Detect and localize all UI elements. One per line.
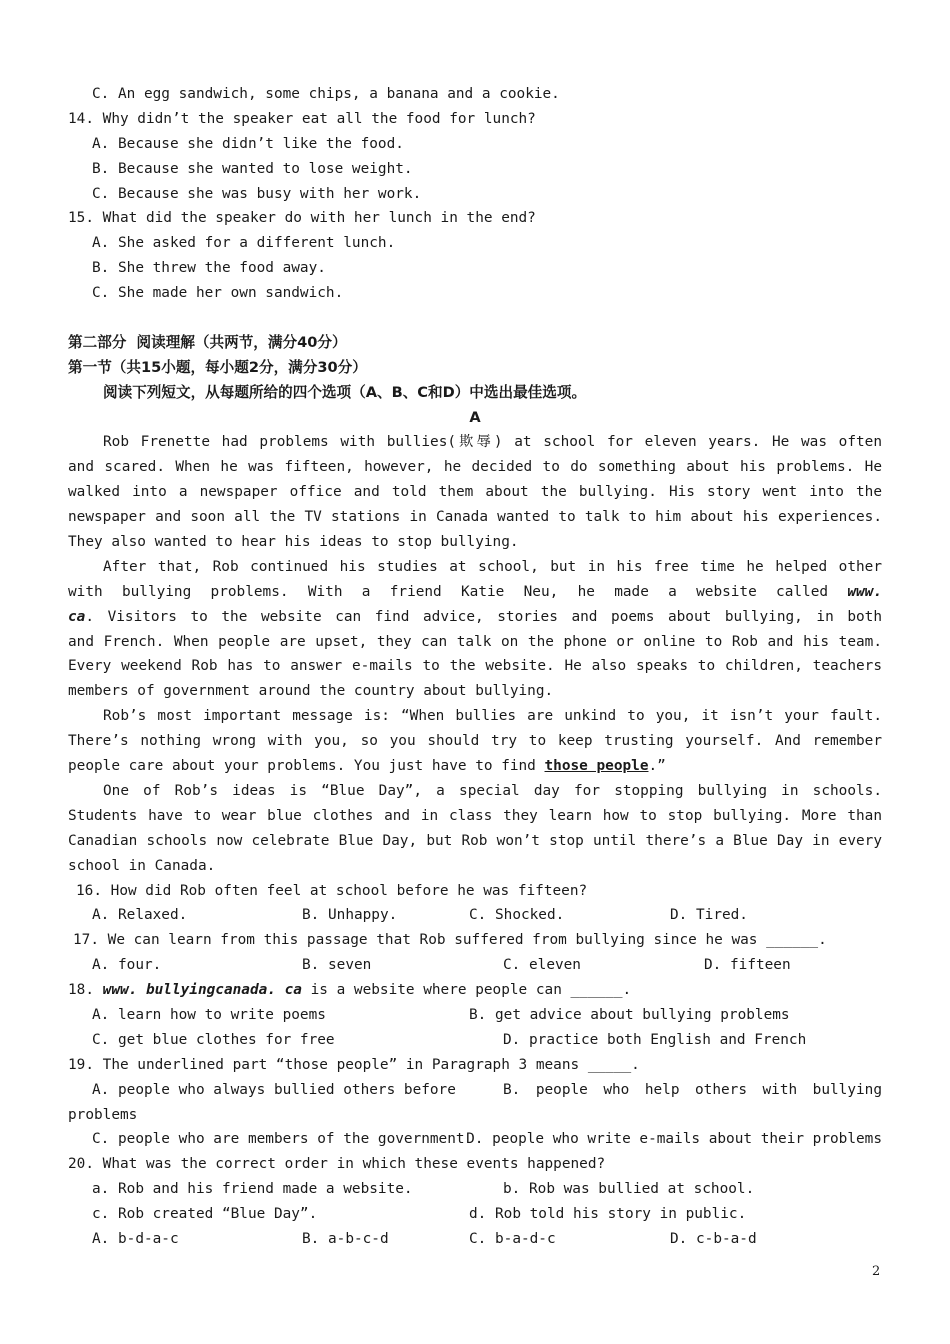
passage-p2-line: After that, Rob continued his studies at school, but in his free time he helped other (103, 558, 882, 575)
q16-options (68, 903, 882, 928)
passage-text: with bullying problems. With a friend Katie Neu, he made a website called (68, 583, 848, 600)
q18-number: 18. (68, 982, 103, 999)
q17-option-c: C. eleven (503, 957, 581, 974)
passage-p2-line: and French. When people are upset, they can talk on the phone or online to Rob and his team. (68, 633, 882, 650)
q20-event-c: c. Rob created “Blue Day”. (92, 1206, 318, 1223)
passage-p4-line: Canadian schools now celebrate Blue Day, but Rob won’t stop until there’s a Blue Day in every (68, 832, 882, 849)
q20-event-a: a. Rob and his friend made a website. (92, 1181, 413, 1198)
q16-stem: 16. How did Rob often feel at school before he was fifteen? (76, 882, 588, 899)
q20-option-d: D. c-b-a-d (670, 1230, 757, 1247)
instruction: 阅读下列短文，从每题所给的四个选项（A、B、C和D）中选出最佳选项。 (103, 383, 587, 401)
passage-p2-line (68, 580, 882, 605)
passage-text: .” (648, 758, 666, 775)
passage-p4-line: One of Rob’s ideas is “Blue Day”, a special day for stopping bullying in schools. (103, 782, 882, 799)
q19-option-c: C. people who are members of the government (92, 1131, 465, 1148)
part-title: 第二部分 阅读理解（共两节，满分40分） (68, 333, 347, 351)
q20-event-b: b. Rob was bullied at school. (503, 1181, 755, 1198)
q16-option-b: B. Unhappy. (302, 907, 398, 924)
subsection-title: 第一节（共15小题，每小题2分，满分30分） (68, 358, 367, 376)
website-address: www. (847, 583, 882, 600)
passage-p4-line: Students have to wear blue clothes and in class they learn how to stop bullying. More than (68, 807, 882, 824)
passage-p2-line (68, 605, 882, 630)
spacer (68, 306, 882, 331)
q20-events-row2 (68, 1202, 882, 1227)
q20-option-c: C. b-a-d-c (469, 1230, 556, 1247)
q15-option-b: B. She threw the food away. (92, 260, 326, 277)
passage-p1-line: newspaper and soon all the TV stations in Canada wanted to talk to him about his experiences. (68, 509, 882, 526)
passage-p2-line: members of government around the country about bullying. (68, 683, 554, 700)
q19-option-b: B. people who help others with bullying (503, 1081, 882, 1098)
q14-stem: 14. Why didn’t the speaker eat all the food for lunch? (68, 110, 536, 127)
passage-text: people care about your problems. You just have to find (68, 758, 545, 775)
q18-stem (68, 978, 882, 1003)
website-address-end: ca (68, 608, 86, 625)
passage-p3-line (68, 754, 882, 779)
q19-option-a: A. people who always bullied others before (92, 1081, 456, 1098)
passage-p1-line: walked into a newspaper office and told them about the bullying. His story went into the (68, 484, 882, 501)
passage-text: . Visitors to the website can find advice, stories and poems about bullying, in both (85, 608, 882, 625)
q20-events-row1 (68, 1177, 882, 1202)
q18-text: is a website where people can ______. (301, 982, 632, 999)
q20-option-a: A. b-d-a-c (92, 1230, 179, 1247)
q16-option-c: C. Shocked. (469, 907, 565, 924)
q20-option-b: B. a-b-c-d (302, 1230, 389, 1247)
q18-option-b: B. get advice about bullying problems (469, 1006, 790, 1023)
q14-option-a: A. Because she didn’t like the food. (92, 135, 404, 152)
q14-option-b: B. Because she wanted to lose weight. (92, 160, 413, 177)
passage-p3-line: Rob’s most important message is: “When bullies are unkind to you, it isn’t your fault. (103, 708, 882, 725)
q18-options-row2 (68, 1028, 882, 1053)
q14-option-c: C. Because she was busy with her work. (92, 185, 422, 202)
q17-option-b: B. seven (302, 957, 372, 974)
q15-option-c: C. She made her own sandwich. (92, 285, 344, 302)
q15-option-a: A. She asked for a different lunch. (92, 235, 396, 252)
q17-option-a: A. four. (92, 957, 162, 974)
q19-stem: 19. The underlined part “those people” in Paragraph 3 means _____. (68, 1056, 640, 1073)
exam-page (68, 82, 882, 1252)
q19-options-row1 (68, 1078, 882, 1103)
q18-option-d: D. practice both English and French (503, 1031, 807, 1048)
q20-stem: 20. What was the correct order in which these events happened? (68, 1156, 606, 1173)
passage-p1-line: and scared. When he was fifteen, however, he decided to do something about his problems. He (68, 459, 882, 476)
q19-option-d: D. people who write e-mails about their problems (466, 1131, 882, 1148)
passage-p1-line: Rob Frenette had problems with bullies(欺辱) at school for eleven years. He was often (103, 434, 882, 451)
passage-p1-line: They also wanted to hear his ideas to stop bullying. (68, 534, 519, 551)
q15-stem: 15. What did the speaker do with her lunch in the end? (68, 210, 536, 227)
q17-stem: 17. We can learn from this passage that Rob suffered from bullying since he was ______. (73, 932, 827, 949)
q17-option-d: D. fifteen (704, 957, 791, 974)
q18-options-row1 (68, 1003, 882, 1028)
q16-option-d: D. Tired. (670, 907, 748, 924)
q18-website: www. bullyingcanada. ca (102, 982, 302, 999)
q13-option-c: C. An egg sandwich, some chips, a banana and a cookie. (92, 86, 560, 102)
underlined-phrase: those people (544, 758, 649, 775)
q19-option-b-continued: problems (68, 1106, 138, 1123)
q19-options-row2 (68, 1127, 882, 1152)
q18-option-a: A. learn how to write poems (92, 1006, 326, 1023)
q17-options (68, 953, 882, 978)
passage-p2-line: Every weekend Rob has to answer e-mails to the website. He also speaks to children, teachers (68, 658, 882, 675)
passage-label: A (469, 408, 481, 426)
q20-event-d: d. Rob told his story in public. (469, 1206, 747, 1223)
passage-p3-line: There’s nothing wrong with you, so you should try to keep trusting yourself. And remember (68, 733, 882, 750)
page-number: 2 (872, 1264, 881, 1279)
q16-option-a: A. Relaxed. (92, 907, 188, 924)
q20-options (68, 1227, 882, 1252)
passage-p4-line: school in Canada. (68, 857, 216, 874)
q18-option-c: C. get blue clothes for free (92, 1031, 335, 1048)
